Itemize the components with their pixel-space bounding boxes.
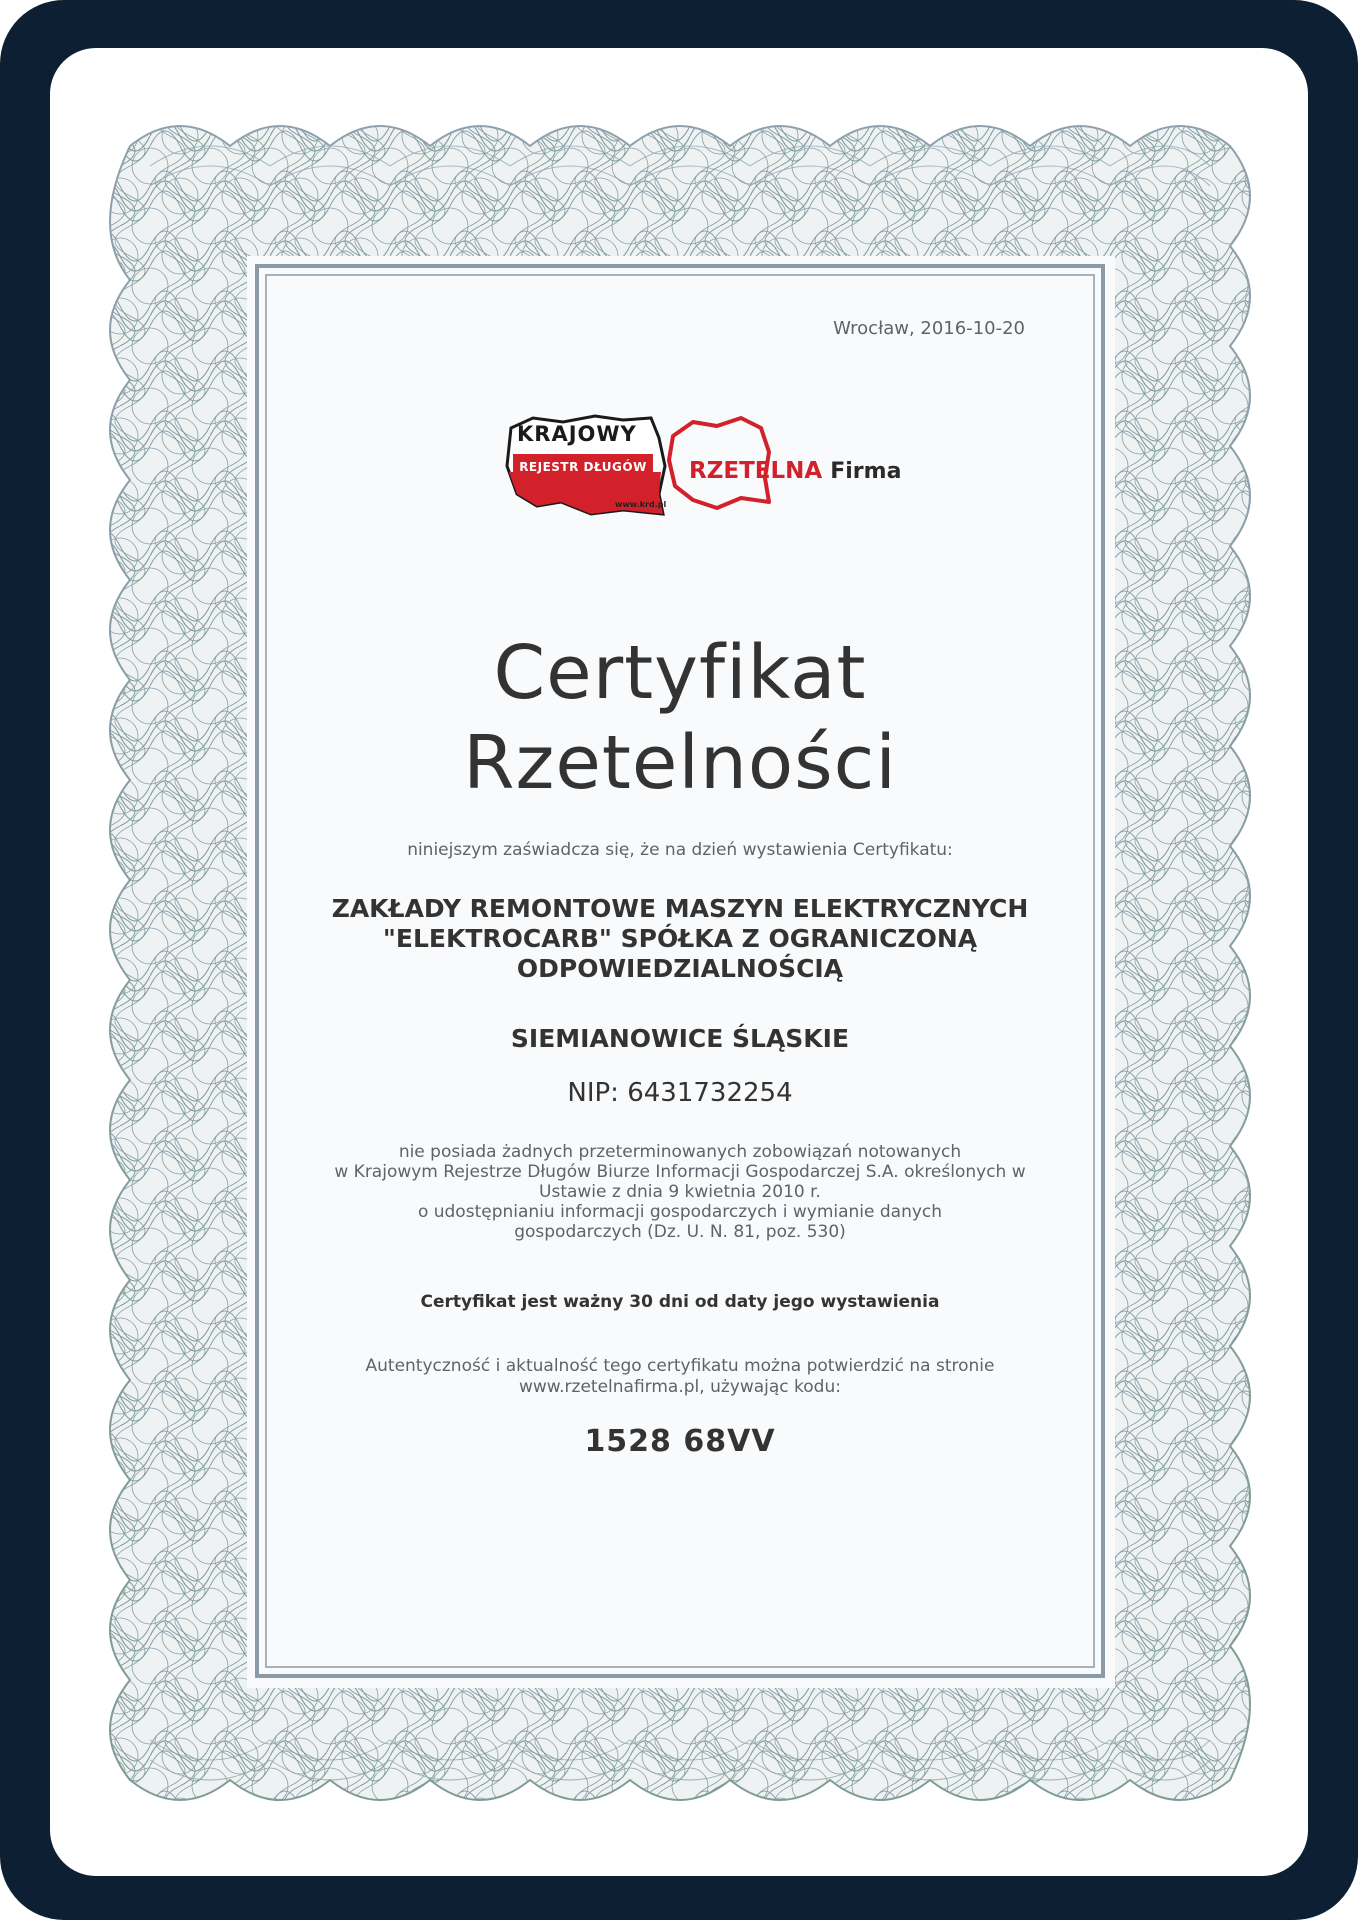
statement-line: nie posiada żadnych przeterminowanych zobowiązań notowanych [398, 1142, 962, 1162]
intro-text: niniejszym zaświadcza się, że na dzień wystawienia Certyfikatu: [407, 840, 953, 860]
statement-line: w Krajowym Rejestrze Długów Biurze Informacji Gospodarczej S.A. określonych w [334, 1162, 1026, 1182]
validity-note: Certyfikat jest ważny 30 dni od daty jego wystawienia [420, 1292, 940, 1312]
verification-code: 1528 68VV [584, 1424, 776, 1459]
krd-logo-line1: KRAJOWY [517, 422, 637, 446]
company-name [305, 894, 1055, 984]
rf-word-2: Firma [830, 459, 902, 484]
rzetelna-firma-logo [665, 416, 905, 512]
issue-date: Wrocław, 2016-10-20 [833, 318, 1025, 339]
krd-logo-url: www.krd.pl [615, 500, 667, 509]
company-name-line: ODPOWIEDZIALNOŚCIĄ [516, 954, 844, 983]
company-name-line: "ELEKTROCARB" SPÓŁKA Z OGRANICZONĄ [382, 924, 978, 953]
statement-line: gospodarczych (Dz. U. N. 81, poz. 530) [514, 1222, 846, 1242]
authenticity-line: Autentyczność i aktualność tego certyfikatu można potwierdzić na stronie [365, 1356, 995, 1376]
krd-logo [503, 414, 673, 518]
statement-line: Ustawie z dnia 9 kwietnia 2010 r. [539, 1182, 821, 1202]
certificate-title-line2: Rzetelności [463, 720, 897, 806]
authenticity-text [265, 1356, 1095, 1398]
company-city: SIEMIANOWICE ŚLĄSKIE [510, 1024, 850, 1053]
certificate-paper [50, 48, 1308, 1876]
rzetelna-firma-text [689, 458, 901, 484]
rf-word-1: RZETELNA [689, 458, 823, 484]
authenticity-line: www.rzetelnafirma.pl, używając kodu: [519, 1377, 841, 1397]
statement-text [285, 1142, 1075, 1242]
krd-logo-line2: REJESTR DŁUGÓW [513, 454, 653, 480]
statement-line: o udostępnianiu informacji gospodarczych i wymianie danych [417, 1202, 943, 1222]
certificate-content [265, 274, 1095, 1668]
certificate-title-line1: Certyfikat [493, 630, 867, 716]
company-nip: NIP: 6431732254 [567, 1078, 793, 1108]
company-name-line: ZAKŁADY REMONTOWE MASZYN ELEKTRYCZNYCH [331, 894, 1029, 923]
